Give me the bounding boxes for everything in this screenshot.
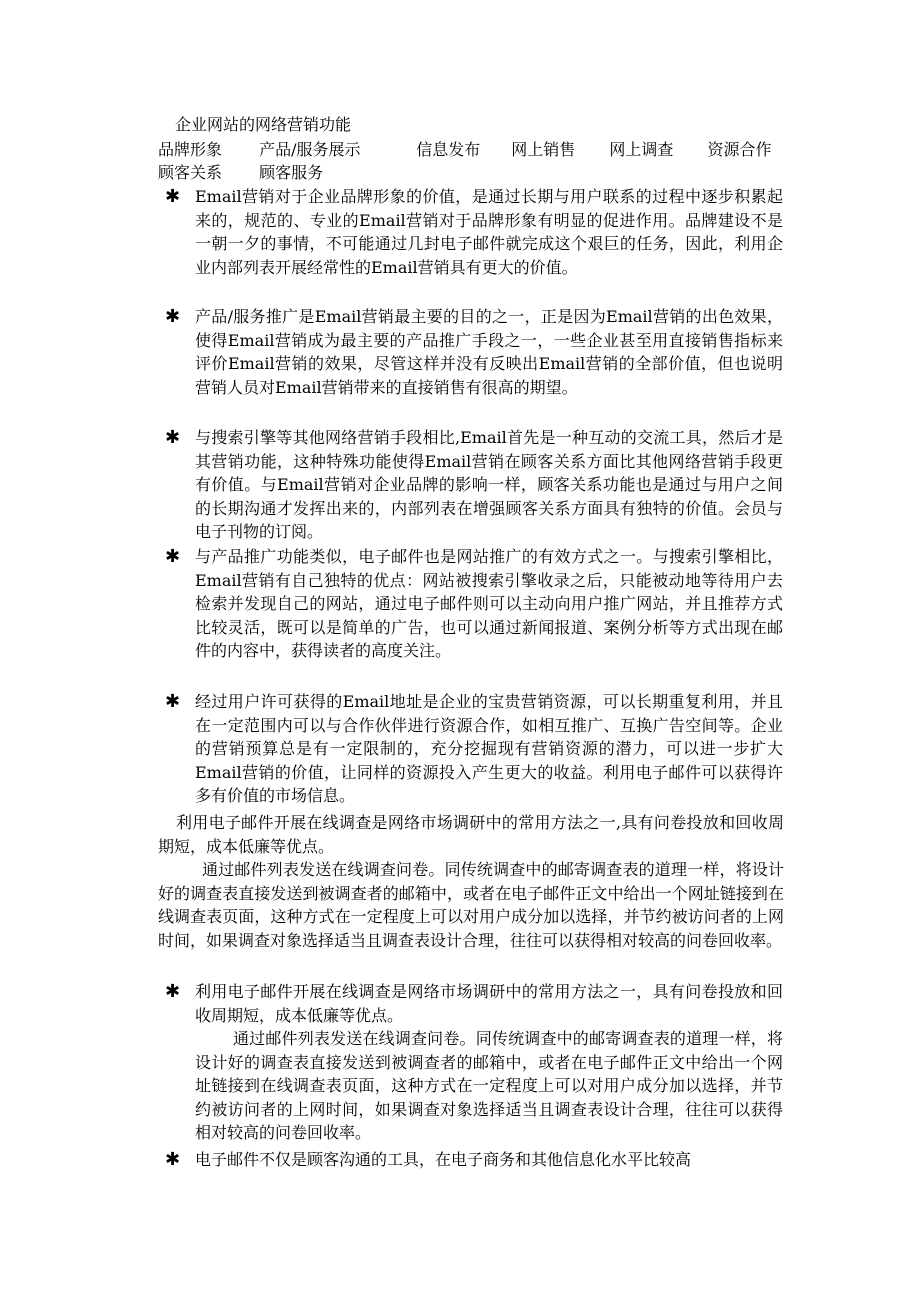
nav-item-product: 产品/服务展示	[259, 140, 361, 159]
asterisk-bullet-icon: ✱	[165, 306, 181, 327]
asterisk-bullet-icon: ✱	[165, 1149, 181, 1170]
bullet-text-part: 利用电子邮件开展在线调查是网络市场调研中的常用方法之一，具有问卷投放和回收周期短，成本低廉等优点。	[195, 982, 783, 1025]
function-nav-row-2	[158, 161, 798, 185]
bullet-text: 产品/服务推广是Email营销最主要的目的之一，正是因为Email营销的出色效果，使得Email营销成为最主要的产品推广手段之一，一些企业甚至用直接销售指标来评价Email营销的效果，尽管这样并没有反映出Email营销的全部价值，但也说明营销人员对Email营销带来的直接销售有很高的期望。	[195, 307, 783, 397]
asterisk-bullet-icon: ✱	[165, 546, 181, 567]
nav-item-service: 顾客服务	[259, 163, 324, 182]
nav-item-resource: 资源合作	[707, 140, 772, 159]
nav-item-brand: 品牌形象	[158, 140, 223, 159]
asterisk-bullet-icon: ✱	[165, 981, 181, 1002]
nav-item-sales: 网上销售	[511, 140, 576, 159]
asterisk-bullet-icon: ✱	[165, 186, 181, 207]
bullet-text: 与搜索引擎等其他网络营销手段相比,Email首先是一种互动的交流工具，然后才是其营销功能，这种特殊功能使得Email营销在顾客关系方面比其他网络营销手段更有价值。与Email营销对企业品牌的影响一样，顾客关系功能也是通过与用户之间的长期沟通才发挥出来的，内部列表在增强顾客关系方面具有独特的价值。会员与电子刊物的订阅。	[195, 428, 783, 541]
function-nav-row-1	[158, 138, 798, 162]
bullet-text	[195, 980, 783, 1145]
bullet-text: 经过用户许可获得的Email地址是企业的宝贵营销资源，可以长期重复利用，并且在一定范围内可以与合作伙伴进行资源合作，如相互推广、互换广告空间等。企业的营销预算总是有一定限制的，充分挖掘现有营销资源的潜力，可以进一步扩大Email营销的价值，让同样的资源投入产生更大的收益。利用电子邮件可以获得许多有价值的市场信息。	[195, 692, 783, 805]
bullet-text: 电子邮件不仅是顾客沟通的工具，在电子商务和其他信息化水平比较高	[195, 1150, 692, 1169]
nav-item-survey: 网上调查	[609, 140, 674, 159]
asterisk-bullet-icon: ✱	[165, 427, 181, 448]
asterisk-bullet-icon: ✱	[165, 691, 181, 712]
nav-item-relationship: 顾客关系	[158, 163, 223, 182]
bullet-text: Email营销对于企业品牌形象的价值，是通过长期与用户联系的过程中逐步积累起来的，规范的、专业的Email营销对于品牌形象有明显的促进作用。品牌建设不是一朝一夕的事情，不可能通过几封电子邮件就完成这个艰巨的任务，因此，利用企业内部列表开展经常性的Email营销具有更大的价值。	[195, 187, 783, 277]
bullet-text-part: 通过邮件列表发送在线调查问卷。同传统调查中的邮寄调查表的道理一样，将设计好的调查表直接发送到被调查者的邮箱中，或者在电子邮件正文中给出一个网址链接到在线调查表页面，这种方式在一定程度上可以对用户成分加以选择，并节约被访问者的上网时间，如果调查对象选择适当且调查表设计合理，往往可以获得相对较高的问卷回收率。	[195, 1029, 783, 1142]
nav-item-info: 信息发布	[416, 140, 481, 159]
body-paragraph: 通过邮件列表发送在线调查问卷。同传统调查中的邮寄调查表的道理一样，将设计好的调查表直接发送到被调查者的邮箱中，或者在电子邮件正文中给出一个网址链接到在线调查表页面，这种方式在一定程度上可以对用户成分加以选择，并节约被访问者的上网时间，如果调查对象选择适当且调查表设计合理，往往可以获得相对较高的问卷回收率。	[158, 860, 784, 950]
body-paragraph: 利用电子邮件开展在线调查是网络市场调研中的常用方法之一,具有问卷投放和回收周期短，成本低廉等优点。	[158, 813, 784, 856]
document-title: 企业网站的网络营销功能	[175, 115, 352, 134]
bullet-text: 与产品推广功能类似，电子邮件也是网站推广的有效方式之一。与搜索引擎相比，Email营销有自己独特的优点：网站被搜索引擎收录之后，只能被动地等待用户去检索并发现自己的网站，通过电子邮件则可以主动向用户推广网站，并且推荐方式比较灵活，既可以是简单的广告，也可以通过新闻报道、案例分析等方式出现在邮件的内容中，获得读者的高度关注。	[195, 547, 783, 660]
